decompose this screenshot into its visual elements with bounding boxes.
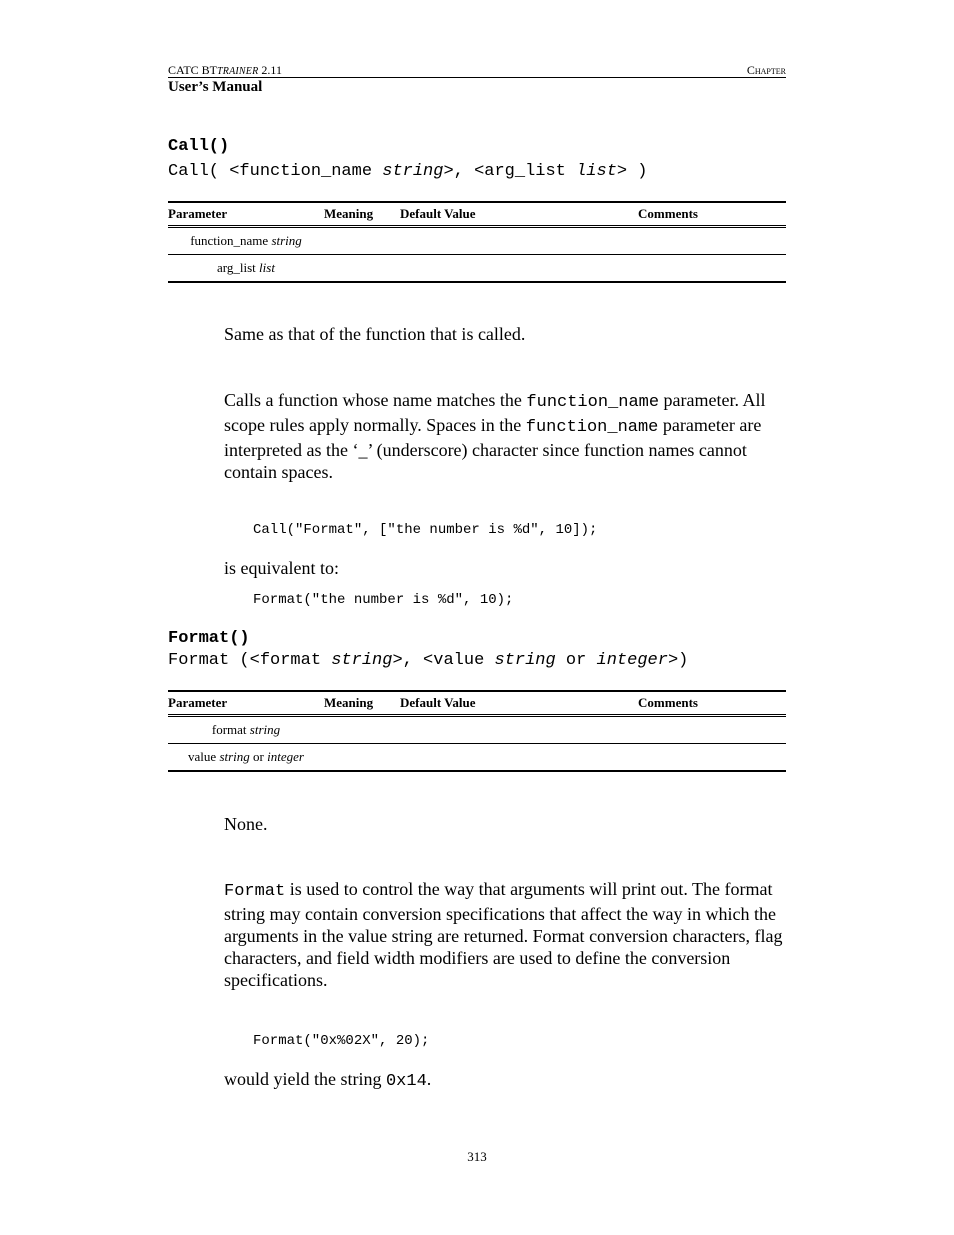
- format-desc-text: is used to control the way that arguments will print out. The format string may contain conversion specifications that affect the way in which the arguments in the value string are returned. Format conversion characters, flag characters, and field width modifiers are used to define the conversion specifications.: [224, 879, 783, 990]
- format-desc-code: Format: [224, 882, 286, 901]
- format-sig-part3: or: [555, 651, 597, 670]
- format-example-code: Format("0x%02X", 20);: [253, 1033, 430, 1049]
- call-desc-code2: function_name: [525, 418, 659, 437]
- product-version: 2.11: [258, 63, 282, 77]
- running-header-chapter: [747, 63, 786, 78]
- param-name: value: [188, 749, 220, 764]
- param-cell: [168, 255, 324, 283]
- header-comments: Comments: [638, 206, 698, 221]
- table-row: [168, 255, 786, 283]
- table-row: [168, 744, 786, 772]
- product-prefix: CATC BT: [168, 63, 218, 77]
- call-description: [224, 389, 786, 483]
- param-cell: [168, 227, 324, 255]
- format-parameter-table: [168, 690, 786, 772]
- call-return-text: Same as that of the function that is called.: [224, 324, 526, 344]
- param-type: string: [249, 722, 281, 737]
- running-header-product: [168, 63, 282, 78]
- header-meaning: Meaning: [324, 695, 374, 710]
- param-cell: [168, 716, 324, 744]
- param-name: arg_list: [217, 260, 260, 275]
- format-sig-italic3: integer: [596, 651, 668, 670]
- param-type: string: [271, 233, 302, 248]
- call-signature: [168, 162, 648, 181]
- page-number: 313: [467, 1149, 487, 1164]
- call-parameter-table: [168, 201, 786, 283]
- header-rule: [168, 77, 786, 78]
- call-desc-3: parameter are interpreted as the ‘_’ (underscore) character since function names cannot contain spaces.: [224, 415, 762, 482]
- call-sig-italic1: string: [382, 162, 444, 181]
- param-type: list: [259, 260, 275, 275]
- yield-text: would yield the string: [224, 1069, 386, 1089]
- call-sig-italic2: list: [576, 162, 617, 181]
- header-default-value: Default Value: [400, 695, 476, 710]
- header-default-value: Default Value: [400, 206, 476, 221]
- call-example-code: Call("Format", ["the number is %d", 10]);: [253, 522, 598, 538]
- format-description: [224, 878, 786, 991]
- call-desc-2: parameter. All scope rules apply normally. Spaces in the: [224, 390, 766, 435]
- format-sig-part4: >): [667, 651, 689, 670]
- format-yield-text: [224, 1068, 786, 1093]
- header-meaning: Meaning: [324, 206, 374, 221]
- header-parameter: Parameter: [168, 206, 228, 221]
- product-name-italic: TRAINER: [217, 66, 259, 77]
- chapter-label: Chapter: [746, 63, 786, 77]
- manual-title: User’s Manual: [168, 79, 263, 95]
- param-or: or: [249, 749, 268, 764]
- format-heading: Format(): [168, 629, 250, 648]
- format-signature: [168, 651, 688, 670]
- call-heading: Call(): [168, 137, 230, 156]
- param-name: format: [211, 722, 250, 737]
- format-return-text: None.: [224, 814, 268, 834]
- table-row: [168, 227, 786, 255]
- format-sig-italic1: string: [331, 651, 393, 670]
- header-comments: Comments: [638, 695, 698, 710]
- format-sig-italic2: string: [494, 651, 556, 670]
- table-header-row: [168, 691, 786, 716]
- call-desc-code1: function_name: [526, 393, 660, 412]
- call-sig-part3: > ): [616, 162, 648, 181]
- param-type: string: [219, 749, 250, 764]
- param-cell: [168, 744, 324, 772]
- yield-end: .: [426, 1069, 432, 1089]
- call-sig-part1: Call( <function_name: [168, 162, 383, 181]
- call-desc-1: Calls a function whose name matches the: [224, 390, 527, 410]
- table-header-row: [168, 202, 786, 227]
- call-sig-part2: >, <arg_list: [443, 162, 577, 181]
- header-parameter: Parameter: [168, 695, 228, 710]
- call-equiv-text: is equivalent to:: [224, 558, 339, 578]
- param-name: function_name: [190, 233, 272, 248]
- param-type: integer: [267, 749, 304, 764]
- call-equiv-code: Format("the number is %d", 10);: [253, 592, 514, 608]
- format-sig-part1: Format (<format: [168, 651, 332, 670]
- table-row: [168, 716, 786, 744]
- yield-code: 0x14: [385, 1072, 427, 1091]
- format-sig-part2: >, <value: [392, 651, 495, 670]
